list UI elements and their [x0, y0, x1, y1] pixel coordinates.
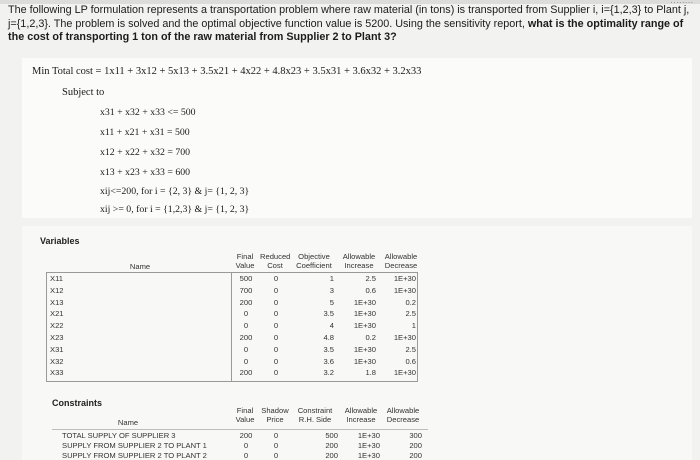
- variable-reduced-cost: 0: [273, 344, 279, 354]
- variable-final-value: 200: [239, 368, 253, 378]
- variable-name: X33: [50, 368, 64, 378]
- variable-name: X11: [50, 274, 63, 283]
- variable-final-value: 0: [243, 309, 249, 319]
- variable-allowable-increase: 1E+30: [353, 321, 376, 331]
- variable-reduced-cost: 0: [273, 297, 279, 307]
- constraint-allowable-decrease: 300: [409, 431, 422, 440]
- var-col-increase-header: Allowable Increase: [342, 252, 376, 270]
- lp-formulation: [22, 58, 692, 218]
- question-line-1: The following LP formulation represents a transportation problem where raw material (in tons) is transported from Supplier i, i={1,2,3} to Plant j,: [8, 4, 690, 16]
- variable-allowable-increase: 0.6: [365, 285, 376, 295]
- variable-final-value: 700: [239, 285, 253, 295]
- var-col-objective-header: Objective Coefficient: [296, 252, 332, 270]
- question-line-3: the cost of transporting 1 ton of the raw material from Supplier 2 to Plant 3?: [8, 31, 397, 43]
- constraint-allowable-decrease: 200: [409, 451, 422, 460]
- constraint-2: x11 + x21 + x31 = 500: [100, 127, 190, 138]
- constraint-rhs: 500: [325, 431, 338, 440]
- con-col-rhs-header: Constraint R.H. Side: [297, 406, 333, 424]
- variable-objective-coefficient: 3.5: [323, 344, 334, 354]
- constraints-title: Constraints: [52, 398, 103, 408]
- variable-name: X31: [50, 344, 64, 354]
- constraint-6: xij >= 0, for i = {1,2,3} & j= {1, 2, 3}: [100, 204, 250, 215]
- constraint-name: SUPPLY FROM SUPPLIER 2 TO PLANT 2: [62, 451, 207, 460]
- constraints-name-header: Name: [117, 418, 139, 427]
- variable-reduced-cost: 0: [273, 368, 279, 378]
- variable-reduced-cost: 0: [273, 285, 279, 295]
- variable-objective-coefficient: 4: [329, 321, 334, 331]
- variable-allowable-increase: 1E+30: [353, 344, 376, 354]
- constraint-rhs: 200: [325, 441, 338, 450]
- constraint-1: x31 + x32 + x33 <= 500: [100, 107, 196, 118]
- variable-allowable-decrease: 1E+30: [393, 285, 416, 295]
- subject-to-label: Subject to: [62, 87, 105, 98]
- variable-allowable-increase: 1.8: [365, 368, 376, 378]
- variable-final-value: 500: [239, 274, 253, 283]
- variable-allowable-increase: 1E+30: [353, 309, 376, 319]
- variable-objective-coefficient: 5: [329, 297, 334, 307]
- variable-reduced-cost: 0: [273, 309, 279, 319]
- variable-allowable-increase: 0.2: [365, 333, 376, 342]
- variable-allowable-decrease: 1E+30: [393, 368, 416, 378]
- constraint-shadow-price: 0: [273, 451, 279, 460]
- variable-allowable-increase: 2.5: [365, 274, 376, 283]
- variable-objective-coefficient: 3.6: [323, 356, 334, 366]
- variable-name: X22: [50, 321, 64, 331]
- variable-allowable-decrease: 1E+30: [393, 274, 416, 283]
- sensitivity-report: [22, 226, 692, 460]
- question-text: [8, 4, 694, 45]
- variable-allowable-decrease: 1: [411, 321, 416, 331]
- variable-allowable-decrease: 0.6: [405, 356, 416, 366]
- variable-allowable-decrease: 1E+30: [393, 333, 416, 342]
- con-col-final-header: Final Value: [235, 406, 255, 424]
- con-col-decrease-header: Allowable Decrease: [386, 406, 420, 424]
- variable-reduced-cost: 0: [273, 321, 279, 331]
- variable-name: X23: [50, 333, 64, 342]
- objective-function: Min Total cost = 1x11 + 3x12 + 5x13 + 3.5x21 + 4x22 + 4.8x23 + 3.5x31 + 3.6x32 + 3.2x33: [32, 66, 422, 77]
- variable-final-value: 200: [239, 333, 253, 342]
- constraint-final-value: 0: [243, 451, 249, 460]
- variable-name: X32: [50, 356, 64, 366]
- constraint-rhs: 200: [325, 451, 338, 460]
- variable-allowable-decrease: 2.5: [405, 344, 416, 354]
- con-col-shadow-header: Shadow Price: [261, 406, 289, 424]
- constraint-shadow-price: 0: [273, 441, 279, 450]
- variables-name-box: [46, 272, 232, 382]
- var-col-reduced-header: Reduced Cost: [260, 252, 291, 270]
- corner-label: ........: [670, 0, 694, 5]
- constraint-allowable-decrease: 200: [409, 441, 422, 450]
- variable-final-value: 200: [239, 297, 253, 307]
- variable-objective-coefficient: 3.2: [323, 368, 334, 378]
- constraint-4: x13 + x23 + x33 = 600: [100, 167, 191, 178]
- variables-title: Variables: [40, 236, 80, 246]
- variable-reduced-cost: 0: [273, 356, 279, 366]
- constraint-5: xij<=200, for i = {2, 3} & j= {1, 2, 3}: [100, 186, 250, 197]
- variable-name: X12: [50, 285, 64, 295]
- variable-allowable-increase: 1E+30: [353, 297, 376, 307]
- constraint-name: SUPPLY FROM SUPPLIER 2 TO PLANT 1: [62, 441, 207, 450]
- constraint-shadow-price: 0: [273, 431, 279, 440]
- constraint-allowable-increase: 1E+30: [357, 451, 380, 460]
- variable-objective-coefficient: 3.5: [323, 309, 334, 319]
- variable-final-value: 0: [243, 344, 249, 354]
- constraints-divider: [52, 429, 428, 430]
- constraint-3: x12 + x22 + x32 = 700: [100, 147, 191, 158]
- constraint-final-value: 200: [239, 431, 253, 440]
- constraint-name: TOTAL SUPPLY OF SUPPLIER 3: [62, 431, 176, 440]
- con-col-increase-header: Allowable Increase: [344, 406, 378, 424]
- question-emphasis: what is the optimality range of: [527, 17, 684, 30]
- constraint-allowable-increase: 1E+30: [357, 441, 380, 450]
- variable-name: X13: [50, 297, 64, 307]
- variable-allowable-increase: 1E+30: [353, 356, 376, 366]
- variable-final-value: 0: [243, 356, 249, 366]
- variable-reduced-cost: 0: [273, 333, 279, 342]
- variable-objective-coefficient: 1: [329, 274, 334, 283]
- variable-objective-coefficient: 3: [329, 285, 334, 295]
- variable-objective-coefficient: 4.8: [323, 333, 334, 342]
- var-col-decrease-header: Allowable Decrease: [384, 252, 418, 270]
- variable-reduced-cost: 0: [273, 274, 279, 283]
- variable-final-value: 0: [243, 321, 249, 331]
- constraint-allowable-increase: 1E+30: [357, 431, 380, 440]
- variable-name: X21: [50, 309, 64, 319]
- constraint-final-value: 0: [243, 441, 249, 450]
- variable-allowable-decrease: 2.5: [405, 309, 416, 319]
- variables-name-header: Name: [129, 262, 151, 271]
- question-line-2: j={1,2,3}. The problem is solved and the optimal objective function value is 5200. Using the sensitivity report, what is the optimality range of: [8, 17, 684, 30]
- variable-allowable-decrease: 0.2: [405, 297, 416, 307]
- var-col-final-header: Final Value: [235, 252, 255, 270]
